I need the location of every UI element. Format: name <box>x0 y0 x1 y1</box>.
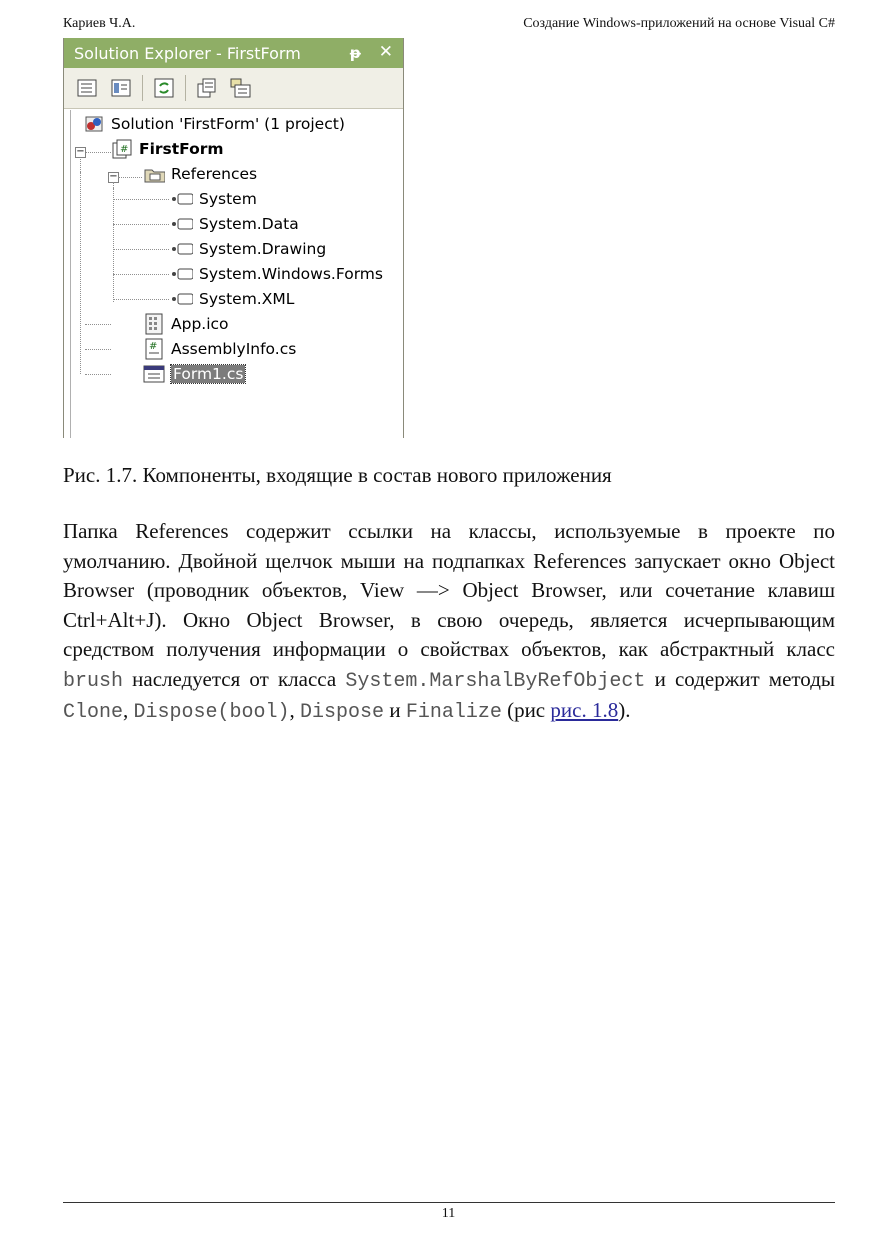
toolbar-separator <box>185 75 186 101</box>
references-folder-icon <box>143 164 165 184</box>
collapse-references-toggle[interactable]: − <box>109 171 118 182</box>
header-author: Кариев Ч.А. <box>63 16 136 31</box>
icon-file-icon <box>143 314 165 334</box>
body-paragraph <box>63 517 835 728</box>
solution-tree <box>70 110 403 438</box>
tree-label: System <box>199 190 257 208</box>
paragraph-text: , <box>289 698 301 722</box>
paragraph-text: и содержит методы <box>645 666 836 691</box>
tree-node-reference[interactable] <box>171 263 383 285</box>
page-number: 11 <box>441 1206 456 1221</box>
tree-label: App.ico <box>171 315 229 333</box>
header-book-title: Создание Windows-приложений на основе Visual C# <box>523 16 835 31</box>
svg-text:#: # <box>120 144 129 155</box>
collapse-project-toggle[interactable]: − <box>76 146 85 157</box>
tree-label: References <box>171 165 258 183</box>
figure-caption: Рис. 1.7. Компоненты, входящие в состав нового приложения <box>63 463 612 487</box>
tree-label: System.Windows.Forms <box>199 265 383 283</box>
solution-icon <box>83 114 105 134</box>
copy-project-icon[interactable] <box>228 76 254 100</box>
reference-icon <box>171 239 193 259</box>
paragraph-text: наследуется от класса <box>123 666 346 691</box>
tree-node-file-selected[interactable] <box>143 363 245 385</box>
tree-node-reference[interactable] <box>171 238 326 260</box>
figure-link[interactable]: рис. 1.8 <box>550 698 619 722</box>
paragraph-text: ). <box>618 698 631 722</box>
tree-label: FirstForm <box>139 140 224 158</box>
close-icon[interactable]: ✕ <box>378 42 393 62</box>
tree-label: Solution 'FirstForm' (1 project) <box>111 115 345 133</box>
tree-label: System.Drawing <box>199 240 327 258</box>
tree-node-reference[interactable] <box>171 213 299 235</box>
paragraph-text: , <box>123 698 134 722</box>
tree-node-project[interactable] <box>111 138 224 160</box>
pin-icon[interactable]: ᵽ <box>349 44 361 62</box>
tree-label: AssemblyInfo.cs <box>171 340 297 358</box>
code-brush: brush <box>63 669 124 693</box>
form-file-icon <box>143 364 165 384</box>
code-clone: Clone <box>63 701 124 724</box>
footer-divider <box>63 1202 835 1203</box>
svg-text:#: # <box>149 341 158 352</box>
reference-icon <box>171 264 193 284</box>
toolbar-separator <box>142 75 143 101</box>
tree-label: System.XML <box>199 290 295 308</box>
reference-icon <box>171 289 193 309</box>
paragraph-text: и <box>384 698 406 722</box>
reference-icon <box>171 214 193 234</box>
solution-explorer-titlebar <box>64 38 403 68</box>
solution-explorer-title: Solution Explorer - FirstForm <box>74 43 301 63</box>
code-finalize: Finalize <box>405 701 502 724</box>
solution-explorer-toolbar <box>64 68 403 109</box>
code-dispose: Dispose <box>300 701 385 724</box>
csharp-project-icon <box>111 139 133 159</box>
show-all-files-icon[interactable] <box>194 76 220 100</box>
paragraph-text: Папка References содержит ссылки на классы, используемые в проекте по умолчанию. Двойной щелчок мыши на подпапках References запускает окно Object Browser (проводник объектов, View —> Object Browser, или сочетание клавиш Ctrl+Alt+J). Окно Object Browser, в свою очередь, является исчерпывающим средством получения информации о свойствах объектов, как абстрактный класс <box>63 519 835 661</box>
code-dispose-bool: Dispose(bool) <box>133 701 290 724</box>
properties-icon[interactable] <box>74 76 100 100</box>
tree-node-file[interactable] <box>143 338 296 360</box>
reference-icon <box>171 189 193 209</box>
solution-explorer-figure <box>63 38 404 438</box>
tree-label: Form1.cs <box>173 365 244 383</box>
tree-node-reference[interactable] <box>171 188 257 210</box>
view-code-icon[interactable] <box>108 76 134 100</box>
csharp-file-icon <box>143 339 165 359</box>
tree-node-reference[interactable] <box>171 288 294 310</box>
tree-label: System.Data <box>199 215 299 233</box>
tree-node-file[interactable] <box>143 313 229 335</box>
code-base-class: System.MarshalByRefObject <box>345 669 646 693</box>
tree-node-references[interactable] <box>143 163 257 185</box>
refresh-icon[interactable] <box>151 76 177 100</box>
tree-node-solution[interactable] <box>83 113 345 135</box>
paragraph-text: (рис <box>501 698 551 722</box>
